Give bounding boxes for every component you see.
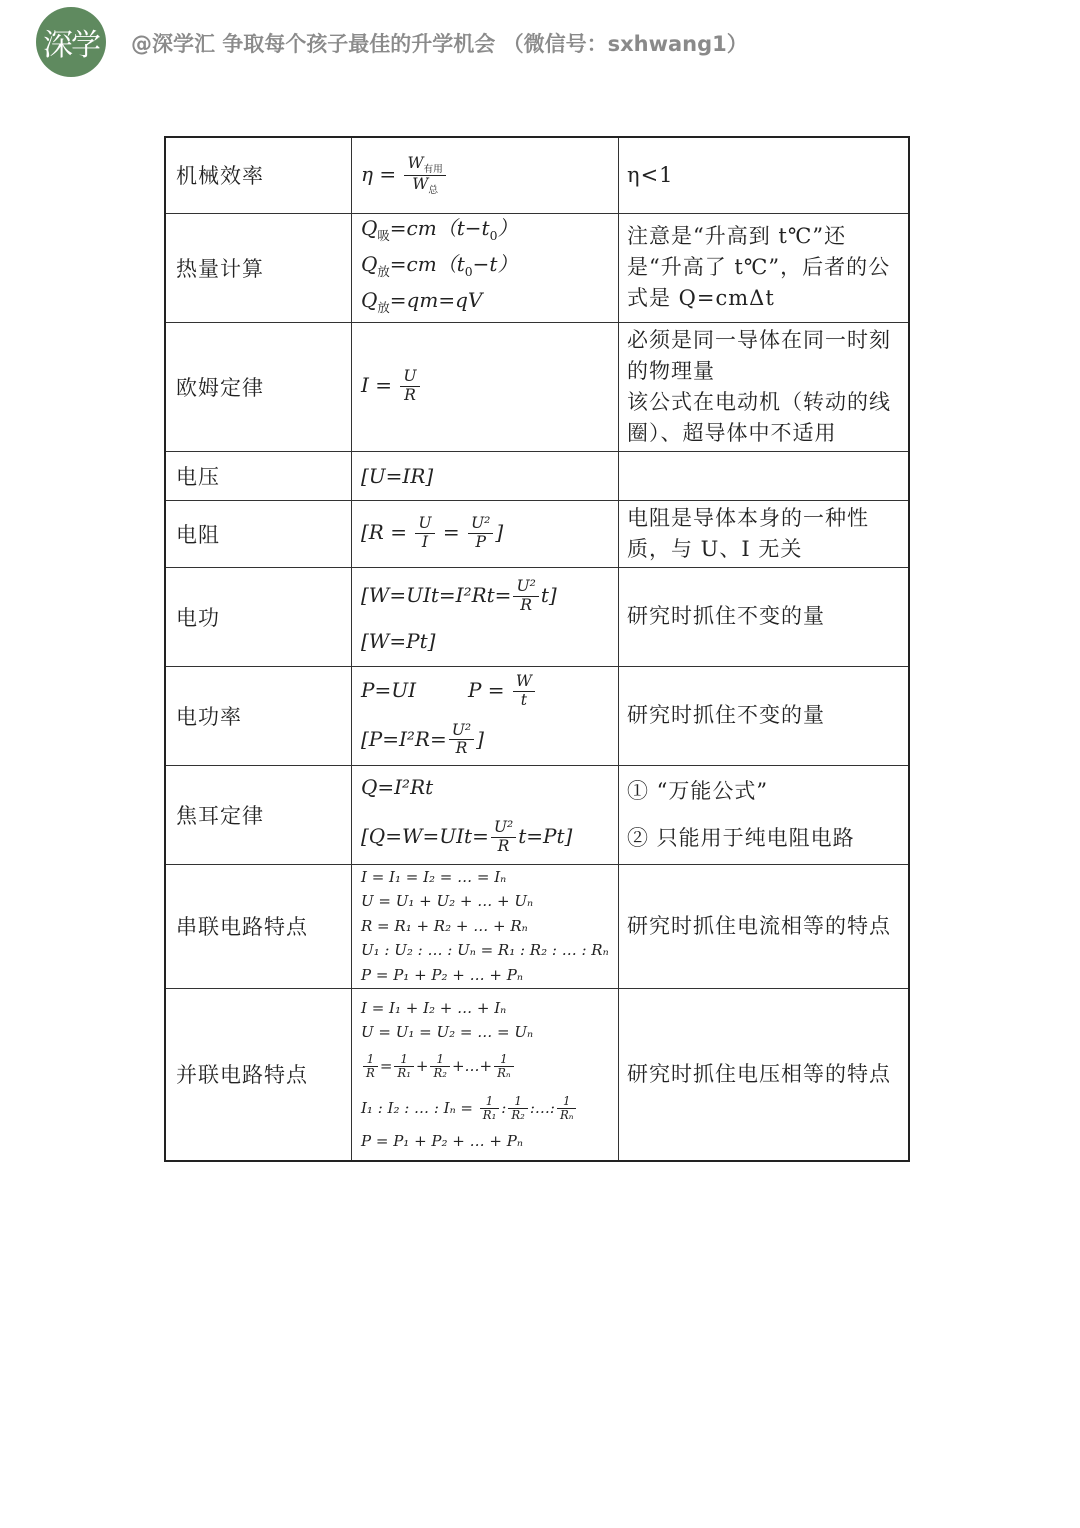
- formula-line: I = I₁ = I₂ = … = Iₙ: [361, 867, 507, 886]
- fraction: [394, 1053, 414, 1081]
- formula-line: [361, 1045, 618, 1087]
- row-name: 焦耳定律: [165, 765, 352, 864]
- table-row: [165, 213, 909, 322]
- formula-line: [361, 286, 618, 322]
- numerator: 1: [363, 1053, 378, 1067]
- row-name: 电功: [165, 567, 352, 666]
- expression: [Q=W=UIt=: [361, 824, 489, 848]
- note-cell: [619, 451, 910, 500]
- formula-cell: [352, 666, 619, 765]
- formula-line: Q=I²Rt: [361, 775, 434, 800]
- formula-lhs: η =: [361, 161, 403, 186]
- table-row: [165, 322, 909, 451]
- denominator: I: [421, 533, 428, 551]
- row-name: 欧姆定律: [165, 322, 352, 451]
- note-cell: 研究时抓住电压相等的特点: [619, 988, 910, 1161]
- formula-cell: [352, 765, 619, 864]
- fraction: [404, 155, 445, 196]
- denominator: R: [520, 596, 533, 614]
- denominator: R: [455, 739, 468, 758]
- row-name: 电压: [165, 451, 352, 500]
- subscript: 总: [428, 184, 438, 196]
- fraction: [468, 515, 493, 552]
- row-name: 机械效率: [165, 137, 352, 213]
- formula-lhs: I =: [361, 373, 399, 397]
- numerator: U: [415, 515, 434, 534]
- table-row: [165, 567, 909, 666]
- formula-cell: [U=IR]: [352, 451, 619, 500]
- denominator: R: [497, 837, 510, 855]
- expression: =cm（t: [389, 251, 465, 276]
- fraction: [491, 819, 516, 856]
- expression: =: [436, 520, 466, 544]
- denominator: R: [404, 386, 416, 404]
- note-line: ① “万能公式”: [627, 778, 769, 803]
- brand-logo: 深学: [36, 7, 106, 77]
- expression: ）: [497, 215, 518, 240]
- expression: [R =: [361, 520, 414, 544]
- expression: +…+: [451, 1056, 493, 1075]
- symbol: Q: [361, 215, 378, 240]
- note-line: ② 只能用于纯电阻电路: [627, 825, 855, 850]
- formula-line: R = R₁ + R₂ + … + Rₙ: [361, 916, 528, 935]
- formula-line: [W=Pt]: [361, 628, 436, 653]
- table-row: [165, 500, 909, 567]
- table-row: [165, 864, 909, 988]
- formula-line: [361, 250, 618, 286]
- numerator: 1: [557, 1095, 577, 1109]
- denominator: P: [475, 533, 486, 551]
- denominator: Rₙ: [497, 1066, 511, 1080]
- expression: =qm=qV: [389, 287, 483, 312]
- numerator: U²: [449, 722, 474, 741]
- expression: :: [501, 1098, 507, 1117]
- numerator: U²: [468, 515, 493, 534]
- formula-cell: [352, 864, 619, 988]
- numerator: 1: [480, 1095, 500, 1109]
- numerator: U²: [491, 819, 516, 838]
- expression: P=UI: [361, 677, 416, 702]
- formula-table: [164, 136, 910, 1162]
- note-cell: 注意是“升高到 t℃”还是“升高了 t℃”，后者的公式是 Q=cmΔt: [619, 213, 910, 322]
- formula-line: [361, 578, 618, 615]
- page-header: [0, 0, 1080, 86]
- denominator: R₁: [397, 1066, 411, 1080]
- formula-cell: [352, 988, 619, 1161]
- expression: [W=UIt=I²Rt=: [361, 583, 512, 607]
- denominator: R₁: [482, 1108, 497, 1122]
- denominator: R: [366, 1066, 375, 1080]
- formula-line: I = I₁ + I₂ + … + Iₙ: [361, 998, 507, 1017]
- fraction: [430, 1053, 450, 1081]
- numerator: 1: [508, 1095, 528, 1109]
- denominator: R₂: [511, 1108, 525, 1122]
- note-cell: [619, 765, 910, 864]
- formula-line: P = P₁ + P₂ + … + Pₙ: [361, 965, 523, 984]
- fraction: [415, 515, 434, 552]
- header-title: @深学汇 争取每个孩子最佳的升学机会 （微信号：sxhwang1）: [131, 32, 748, 56]
- expression: ]: [476, 726, 484, 751]
- note-line: 该公式在电动机（转动的线圈）、超导体中不适用: [627, 389, 891, 445]
- formula-line: P = P₁ + P₂ + … + Pₙ: [361, 1131, 523, 1150]
- expression: t=Pt]: [518, 824, 573, 848]
- subscript: 有用: [423, 163, 443, 175]
- expression: +: [415, 1056, 429, 1075]
- table-row: [165, 666, 909, 765]
- note-cell: 电阻是导体本身的一种性质，与 U、I 无关: [619, 500, 910, 567]
- table-row: [165, 988, 909, 1161]
- subscript: 放: [377, 299, 390, 315]
- formula-cell: [352, 567, 619, 666]
- fraction: [513, 578, 538, 615]
- expression: P =: [467, 677, 511, 702]
- numerator: 1: [430, 1053, 450, 1067]
- denominator: W: [412, 174, 429, 193]
- table-row: [165, 137, 909, 213]
- row-name: 串联电路特点: [165, 864, 352, 988]
- note-cell: [619, 322, 910, 451]
- fraction: [508, 1095, 528, 1123]
- fraction: [494, 1053, 514, 1081]
- row-name: 电阻: [165, 500, 352, 567]
- subscript: 0: [489, 227, 498, 243]
- note-cell: η<1: [619, 137, 910, 213]
- formula-line: U = U₁ + U₂ + … + Uₙ: [361, 892, 534, 911]
- formula-line: [361, 1087, 618, 1129]
- subscript: 放: [377, 263, 390, 279]
- numerator: U²: [513, 578, 538, 597]
- formula-line: [361, 819, 618, 856]
- numerator: W: [513, 673, 535, 692]
- formula-cell: [352, 137, 619, 213]
- numerator: W: [407, 153, 424, 172]
- row-name: 热量计算: [165, 213, 352, 322]
- expression: :…:: [529, 1098, 555, 1117]
- note-line: 必须是同一导体在同一时刻的物理量: [627, 327, 891, 383]
- fraction: [480, 1095, 500, 1123]
- denominator: Rₙ: [559, 1108, 574, 1122]
- table-row: [165, 765, 909, 864]
- numerator: 1: [494, 1053, 514, 1067]
- row-name: 并联电路特点: [165, 988, 352, 1161]
- numerator: 1: [394, 1053, 414, 1067]
- formula-line: [361, 214, 618, 250]
- table-row: [165, 451, 909, 500]
- expression: t]: [540, 583, 557, 607]
- fraction: [400, 368, 419, 405]
- expression: =cm（t−t: [389, 215, 490, 240]
- formula-line: U₁ : U₂ : … : Uₙ = R₁ : R₂ : … : Rₙ: [361, 941, 609, 960]
- fraction: [363, 1053, 378, 1081]
- numerator: U: [400, 368, 419, 387]
- expression: [P=I²R=: [361, 726, 447, 751]
- subscript: 吸: [377, 227, 390, 243]
- expression: −t）: [472, 251, 518, 276]
- formula-cell: [352, 500, 619, 567]
- fraction: [449, 722, 474, 759]
- formula-cell: [352, 322, 619, 451]
- denominator: R₂: [433, 1066, 447, 1080]
- note-cell: 研究时抓住不变的量: [619, 567, 910, 666]
- formula-cell: [352, 213, 619, 322]
- note-cell: 研究时抓住不变的量: [619, 666, 910, 765]
- fraction: [557, 1095, 577, 1123]
- formula-line: [361, 673, 618, 710]
- symbol: Q: [361, 251, 378, 276]
- expression: I₁ : I₂ : … : Iₙ =: [361, 1098, 478, 1117]
- subscript: 0: [464, 263, 473, 279]
- denominator: t: [520, 690, 528, 709]
- formula-line: U = U₁ = U₂ = … = Uₙ: [361, 1023, 534, 1041]
- row-name: 电功率: [165, 666, 352, 765]
- fraction: [513, 673, 535, 710]
- note-cell: 研究时抓住电流相等的特点: [619, 864, 910, 988]
- symbol: Q: [361, 287, 378, 312]
- expression: ]: [495, 520, 504, 544]
- expression: =: [379, 1056, 393, 1075]
- formula-line: [361, 722, 618, 759]
